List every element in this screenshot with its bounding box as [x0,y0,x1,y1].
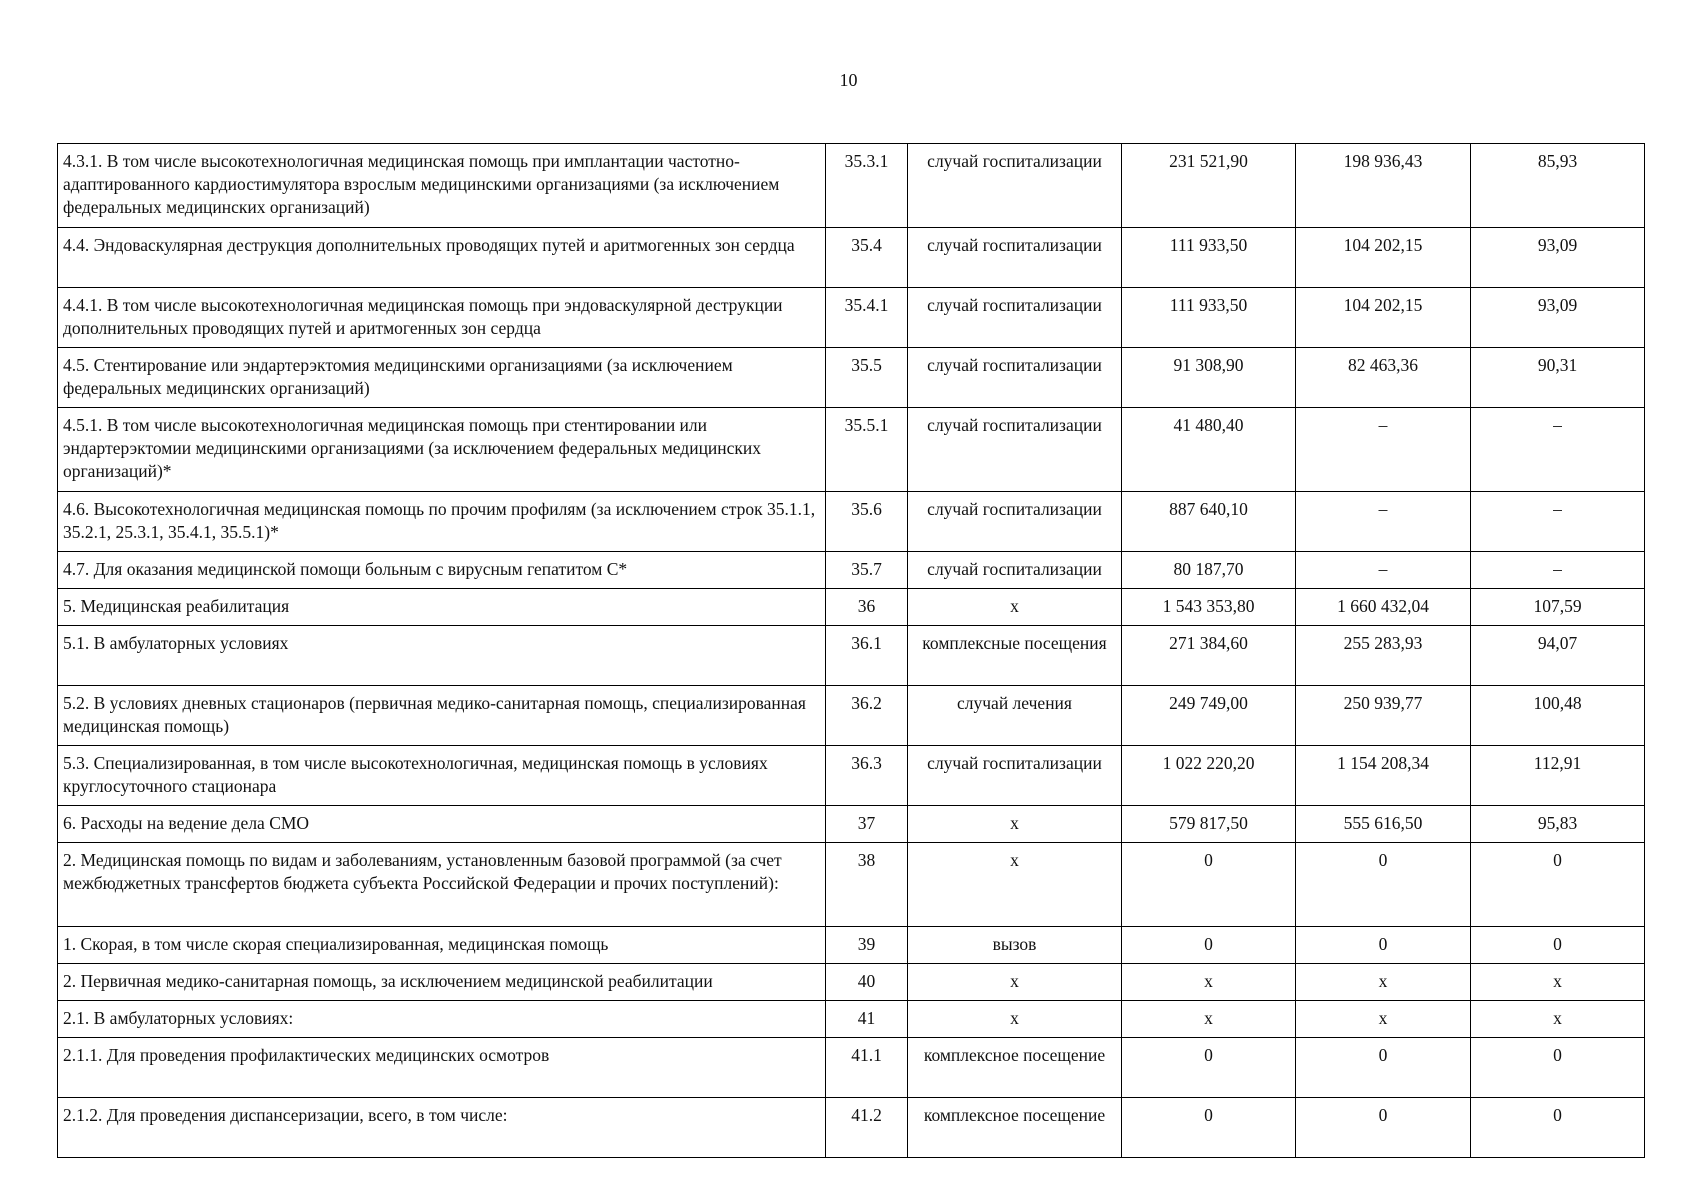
row-unit: случай госпитализации [908,552,1122,589]
row-value-3: 0 [1471,927,1645,964]
row-value-2: х [1296,1001,1471,1038]
row-value-3: 85,93 [1471,144,1645,228]
row-unit: комплексные посещения [908,626,1122,686]
row-unit: случай госпитализации [908,288,1122,348]
row-value-1: 0 [1122,843,1296,927]
row-unit: случай госпитализации [908,746,1122,806]
row-value-1: 80 187,70 [1122,552,1296,589]
row-value-2: – [1296,408,1471,492]
row-line-number: 36 [826,589,908,626]
row-value-1: 0 [1122,1038,1296,1098]
row-value-1: х [1122,1001,1296,1038]
row-line-number: 41.2 [826,1098,908,1158]
row-name: 5.1. В амбулаторных условиях [58,626,826,686]
row-value-2: – [1296,552,1471,589]
row-value-2: 82 463,36 [1296,348,1471,408]
row-line-number: 41.1 [826,1038,908,1098]
table-row [58,964,1645,1001]
row-value-3: 112,91 [1471,746,1645,806]
table-row [58,1001,1645,1038]
row-name: 2. Первичная медико-санитарная помощь, за исключением медицинской реабилитации [58,964,826,1001]
row-value-3: 95,83 [1471,806,1645,843]
row-value-1: 0 [1122,1098,1296,1158]
row-value-1: 1 543 353,80 [1122,589,1296,626]
table-body [58,144,1645,1158]
row-line-number: 38 [826,843,908,927]
row-unit: случай госпитализации [908,228,1122,288]
table-row [58,348,1645,408]
row-value-2: 104 202,15 [1296,228,1471,288]
row-unit: х [908,806,1122,843]
row-name: 5. Медицинская реабилитация [58,589,826,626]
row-value-3: 0 [1471,843,1645,927]
page-number: 10 [839,70,858,90]
table-row [58,144,1645,228]
row-name: 1. Скорая, в том числе скорая специализированная, медицинская помощь [58,927,826,964]
row-value-1: 231 521,90 [1122,144,1296,228]
row-value-2: 555 616,50 [1296,806,1471,843]
row-value-3: 93,09 [1471,288,1645,348]
row-name: 2.1.2. Для проведения диспансеризации, всего, в том числе: [58,1098,826,1158]
row-line-number: 35.4 [826,228,908,288]
table-row [58,288,1645,348]
row-line-number: 36.2 [826,686,908,746]
row-unit: вызов [908,927,1122,964]
table-row [58,228,1645,288]
table-row [58,806,1645,843]
row-value-2: 0 [1296,927,1471,964]
row-name: 4.3.1. В том числе высокотехнологичная медицинская помощь при имплантации частотно-адаптированного кардиостимулятора взрослым медицинскими организациями (за исключением федеральных медицинских организаций) [58,144,826,228]
row-line-number: 36.3 [826,746,908,806]
row-line-number: 35.5.1 [826,408,908,492]
table-row [58,552,1645,589]
table-row [58,492,1645,552]
row-value-2: 0 [1296,1038,1471,1098]
row-line-number: 40 [826,964,908,1001]
row-unit: х [908,964,1122,1001]
row-value-1: 111 933,50 [1122,228,1296,288]
row-name: 2. Медицинская помощь по видам и заболеваниям, установленным базовой программой (за счет межбюджетных трансфертов бюджета субъекта Российской Федерации и прочих поступлений): [58,843,826,927]
row-value-2: 0 [1296,843,1471,927]
row-name: 2.1.1. Для проведения профилактических медицинских осмотров [58,1038,826,1098]
row-value-3: х [1471,964,1645,1001]
row-name: 4.5.1. В том числе высокотехнологичная медицинская помощь при стентировании или эндартерэктомии медицинскими организациями (за исключением федеральных медицинских организаций)* [58,408,826,492]
row-value-2: х [1296,964,1471,1001]
row-value-2: 255 283,93 [1296,626,1471,686]
row-value-3: х [1471,1001,1645,1038]
row-value-3: 100,48 [1471,686,1645,746]
row-line-number: 37 [826,806,908,843]
row-line-number: 39 [826,927,908,964]
row-value-1: 271 384,60 [1122,626,1296,686]
table-row [58,1038,1645,1098]
row-name: 5.3. Специализированная, в том числе высокотехнологичная, медицинская помощь в условиях круглосуточного стационара [58,746,826,806]
row-unit: х [908,1001,1122,1038]
row-value-1: 887 640,10 [1122,492,1296,552]
row-value-3: 107,59 [1471,589,1645,626]
table-row [58,1098,1645,1158]
row-line-number: 35.3.1 [826,144,908,228]
table-row [58,626,1645,686]
row-value-2: 1 660 432,04 [1296,589,1471,626]
row-line-number: 41 [826,1001,908,1038]
row-value-1: 579 817,50 [1122,806,1296,843]
row-value-1: 1 022 220,20 [1122,746,1296,806]
row-name: 4.4. Эндоваскулярная деструкция дополнительных проводящих путей и аритмогенных зон сердца [58,228,826,288]
row-unit: случай госпитализации [908,408,1122,492]
row-value-1: 0 [1122,927,1296,964]
row-name: 2.1. В амбулаторных условиях: [58,1001,826,1038]
row-value-2: 0 [1296,1098,1471,1158]
row-unit: случай лечения [908,686,1122,746]
row-value-3: 94,07 [1471,626,1645,686]
row-value-3: 0 [1471,1038,1645,1098]
table-row [58,686,1645,746]
row-name: 5.2. В условиях дневных стационаров (первичная медико-санитарная помощь, специализированная медицинская помощь) [58,686,826,746]
row-value-3: 90,31 [1471,348,1645,408]
table-row [58,408,1645,492]
row-unit: комплексное посещение [908,1098,1122,1158]
row-line-number: 35.6 [826,492,908,552]
row-value-3: – [1471,408,1645,492]
row-line-number: 35.7 [826,552,908,589]
row-name: 4.5. Стентирование или эндартерэктомия медицинскими организациями (за исключением федеральных медицинских организаций) [58,348,826,408]
row-value-1: 41 480,40 [1122,408,1296,492]
row-name: 4.4.1. В том числе высокотехнологичная медицинская помощь при эндоваскулярной деструкции дополнительных проводящих путей и аритмогенных зон сердца [58,288,826,348]
row-value-3: – [1471,492,1645,552]
row-name: 4.7. Для оказания медицинской помощи больным с вирусным гепатитом С* [58,552,826,589]
row-line-number: 36.1 [826,626,908,686]
row-unit: х [908,589,1122,626]
row-value-2: – [1296,492,1471,552]
row-value-1: 91 308,90 [1122,348,1296,408]
row-name: 4.6. Высокотехнологичная медицинская помощь по прочим профилям (за исключением строк 35.1.1, 35.2.1, 25.3.1, 35.4.1, 35.5.1)* [58,492,826,552]
row-unit: случай госпитализации [908,492,1122,552]
row-value-1: х [1122,964,1296,1001]
row-value-3: 93,09 [1471,228,1645,288]
row-unit: х [908,843,1122,927]
row-unit: случай госпитализации [908,348,1122,408]
row-name: 6. Расходы на ведение дела СМО [58,806,826,843]
table-row [58,589,1645,626]
table-row [58,843,1645,927]
row-line-number: 35.5 [826,348,908,408]
row-value-2: 1 154 208,34 [1296,746,1471,806]
table-row [58,927,1645,964]
row-value-1: 111 933,50 [1122,288,1296,348]
row-unit: случай госпитализации [908,144,1122,228]
row-unit: комплексное посещение [908,1038,1122,1098]
data-table [57,143,1645,1158]
row-line-number: 35.4.1 [826,288,908,348]
table-row [58,746,1645,806]
row-value-3: – [1471,552,1645,589]
row-value-2: 104 202,15 [1296,288,1471,348]
row-value-1: 249 749,00 [1122,686,1296,746]
row-value-2: 198 936,43 [1296,144,1471,228]
row-value-3: 0 [1471,1098,1645,1158]
row-value-2: 250 939,77 [1296,686,1471,746]
